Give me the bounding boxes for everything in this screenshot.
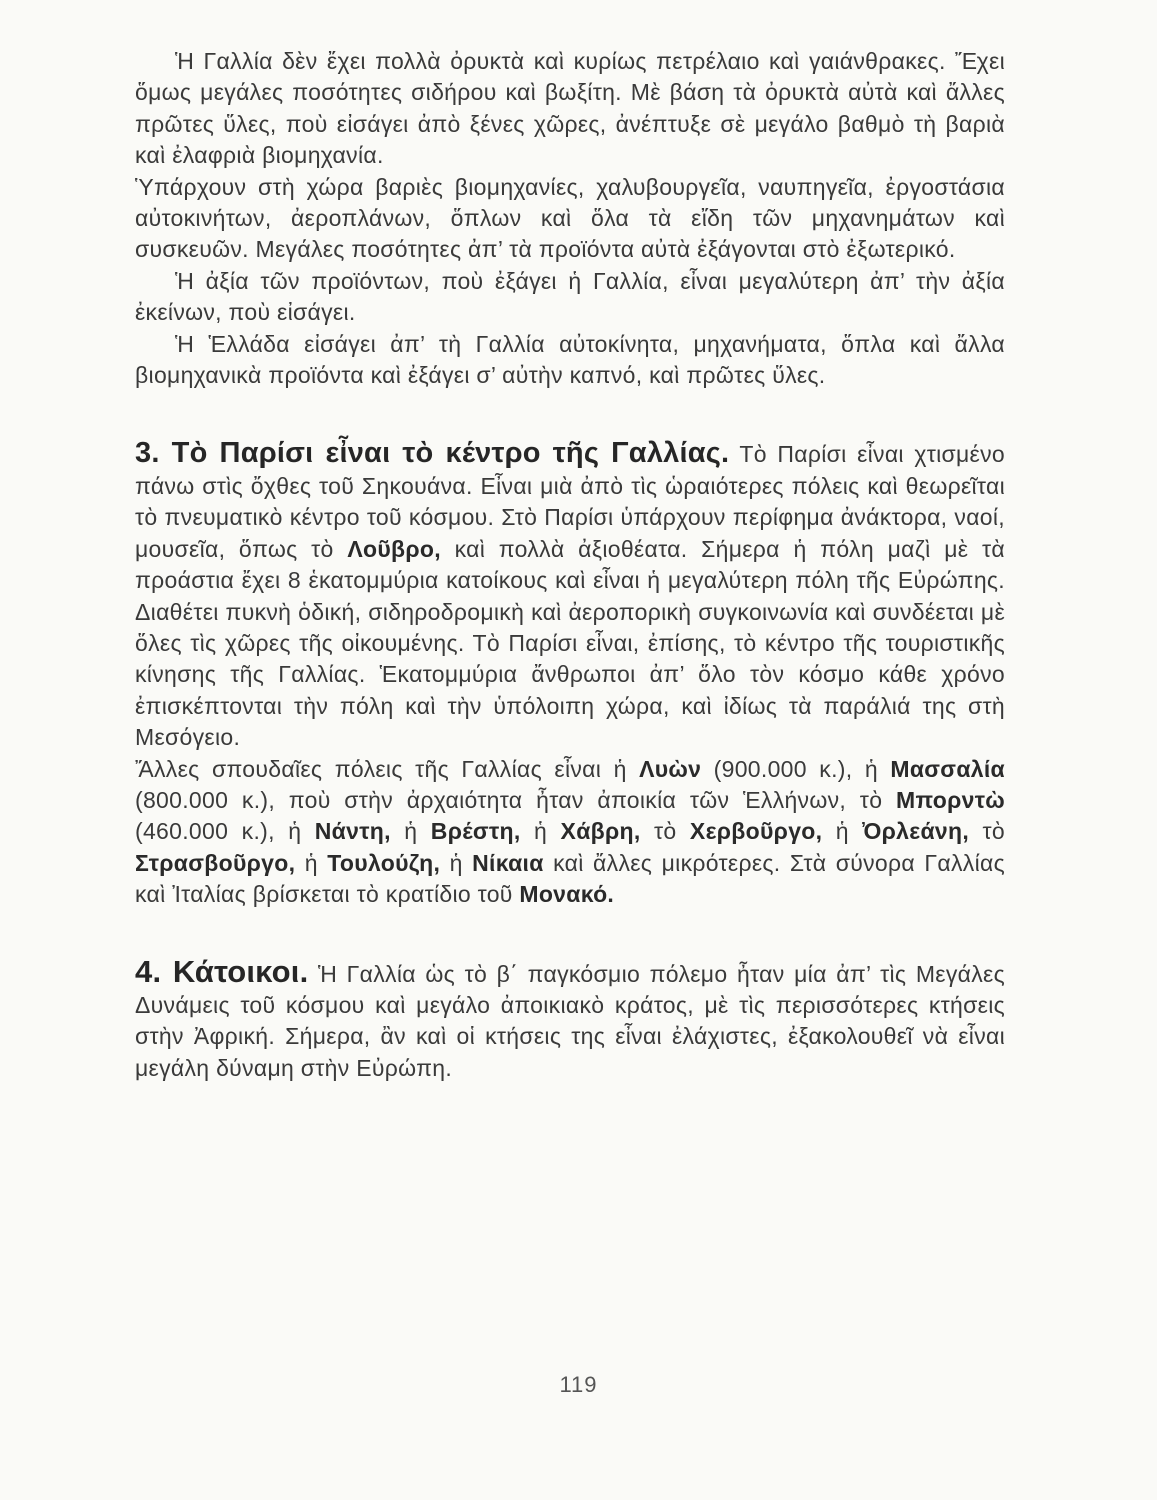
city-marseille: Μασσαλία bbox=[890, 755, 1005, 782]
inhabitants-text: Ἡ Γαλλία ὡς τὸ β΄ παγκόσμιο πόλεμο ἦταν μία ἀπ’ τὶς Μεγάλες Δυνάμεις τοῦ κόσμου καὶ μεγάλο ἀποικιακὸ κράτος, μὲ τὶς περισσότερες κτήσεις στὴν Ἀφρική. Σήμερα, ἂν καὶ οἱ κτήσεις της εἶναι ἐλάχιστες, ἐξακολουθεῖ νὰ εἶναι μεγάλη δύναμη στὴν Εὐρώπη. bbox=[135, 960, 1005, 1081]
cities-text-7: ἡ bbox=[822, 818, 863, 845]
section-economy bbox=[135, 46, 1005, 391]
cities-text-2: (800.000 κ.), ποὺ στὴν ἀρχαιότητα ἦταν ἀποικία τῶν Ἑλλήνων, τὸ bbox=[135, 786, 896, 813]
city-louvre: Λοῦβρο, bbox=[347, 535, 441, 562]
cities-text-3: (460.000 κ.), ἡ bbox=[135, 818, 315, 845]
cities-text-10: ἡ bbox=[440, 849, 473, 876]
cities-text-5: ἡ bbox=[520, 818, 561, 845]
paragraph-minerals: Ἡ Γαλλία δὲν ἔχει πολλὰ ὀρυκτὰ καὶ κυρίως πετρέλαιο καὶ γαιάνθρακες. Ἔχει ὅμως μεγάλες ποσότητες σιδήρου καὶ βωξίτη. Μὲ βάση τὰ ὀρυκτὰ αὐτὰ καὶ ἄλλες πρῶτες ὕλες, ποὺ εἰσάγει ἀπὸ ξένες χῶρες, ἀνέπτυξε σὲ μεγάλο βαθμὸ τὴ βαριὰ καὶ ἐλαφριὰ βιομηχανία. bbox=[135, 48, 1005, 169]
paragraph-other-cities bbox=[135, 754, 1005, 911]
cities-text-11: καὶ ἄλλες μικρότερες. Στὰ σύνορα Γαλλίας καὶ Ἰταλίας βρίσκεται τὸ κρατίδιο τοῦ bbox=[135, 849, 1005, 908]
cities-text-intro: Ἄλλες σπουδαῖες πόλεις τῆς Γαλλίας εἶναι ἡ bbox=[135, 755, 640, 782]
city-nice: Νίκαια bbox=[472, 849, 544, 876]
city-nantes: Νάντη, bbox=[314, 818, 391, 845]
cities-text-4: ἡ bbox=[390, 818, 431, 845]
paragraph-industries: Ὑπάρχουν στὴ χώρα βαριὲς βιομηχανίες, χαλυβουργεῖα, ναυπηγεῖα, ἐργοστάσια αὐτοκινήτων, ἀεροπλάνων, ὅπλων καὶ ὅλα τὰ εἴδη τῶν μηχανημάτων καὶ συσκευῶν. Μεγάλες ποσότητες ἀπ’ τὰ προϊόντα αὐτὰ ἐξάγονται στὸ ἐξωτερικό. bbox=[135, 173, 1005, 263]
paragraph-exports-value: Ἡ ἀξία τῶν προϊόντων, ποὺ ἐξάγει ἡ Γαλλία, εἶναι μεγαλύτερη ἀπ’ τὴν ἀξία ἐκείνων, ποὺ εἰσάγει. bbox=[135, 267, 1005, 326]
city-lyon: Λυὼν bbox=[639, 755, 702, 782]
page-number: 119 bbox=[559, 1372, 598, 1397]
cities-text-1: (900.000 κ.), ἡ bbox=[701, 755, 891, 782]
page-body bbox=[135, 46, 1005, 1084]
paragraph-greece-trade: Ἡ Ἑλλάδα εἰσάγει ἀπ’ τὴ Γαλλία αὐτοκίνητα, μηχανήματα, ὅπλα καὶ ἄλλα βιομηχανικὰ προϊόντα καὶ ἐξάγει σ’ αὐτὴν καπνό, καὶ πρῶτες ὕλες. bbox=[135, 330, 1005, 389]
paragraph-paris bbox=[135, 438, 1005, 753]
section-heading-paris: 3. Τὸ Παρίσι εἶναι τὸ κέντρο τῆς Γαλλίας. bbox=[135, 437, 730, 470]
city-brest: Βρέστη, bbox=[430, 818, 521, 845]
section-inhabitants bbox=[135, 953, 1005, 1085]
cities-text-8: τὸ bbox=[969, 818, 1005, 845]
city-monaco: Μονακό. bbox=[519, 881, 615, 908]
paris-text-1: Τὸ Παρίσι εἶναι χτισμένο πάνω στὶς ὄχθες τοῦ Σηκουάνα. Εἶναι μιὰ ἀπὸ τὶς ὡραιότερες πόλεις καὶ θεωρεῖται τὸ πνευματικὸ κέντρο τοῦ κόσμου. Στὸ Παρίσι ὑπάρχουν περίφημα ἀνάκτορα, ναοί, μουσεῖα, ὅπως τὸ bbox=[135, 441, 1005, 562]
city-cherbourg: Χερβοῦργο, bbox=[689, 818, 823, 845]
city-bordeaux: Μπορντὼ bbox=[896, 786, 1005, 813]
city-strasbourg: Στρασβοῦργο, bbox=[135, 849, 296, 876]
section-paris bbox=[135, 438, 1005, 910]
paris-text-2: καὶ πολλὰ ἀξιοθέατα. Σήμερα ἡ πόλη μαζὶ μὲ τὰ προάστια ἔχει 8 ἑκατομμύρια κατοίκους καὶ εἶναι ἡ μεγαλύτερη πόλη τῆς Εὐρώπης. Διαθέτει πυκνὴ ὁδική, σιδηροδρομικὴ καὶ ἀεροπορικὴ συγκοινωνία καὶ συνδέεται μὲ ὅλες τὶς χῶρες τῆς οἰκουμένης. Τὸ Παρίσι εἶναι, ἐπίσης, τὸ κέντρο τῆς τουριστικῆς κίνησης τῆς Γαλλίας. Ἑκατομμύρια ἄνθρωποι ἀπ’ ὅλο τὸν κόσμο κάθε χρόνο ἐπισκέπτονται τὴν πόλη καὶ τὴν ὑπόλοιπη χώρα, καὶ ἰδίως τὰ παράλιά της στὴ Μεσόγειο. bbox=[135, 535, 1005, 751]
paragraph-inhabitants bbox=[135, 953, 1005, 1085]
city-toulouse: Τουλούζη, bbox=[327, 849, 441, 876]
city-orleans: Ὀρλεάνη, bbox=[862, 818, 970, 845]
city-havre: Χάβρη, bbox=[560, 818, 641, 845]
cities-text-9: ἡ bbox=[295, 849, 328, 876]
cities-text-6: τὸ bbox=[640, 818, 690, 845]
section-heading-inhabitants: 4. Κάτοικοι. bbox=[135, 953, 309, 989]
